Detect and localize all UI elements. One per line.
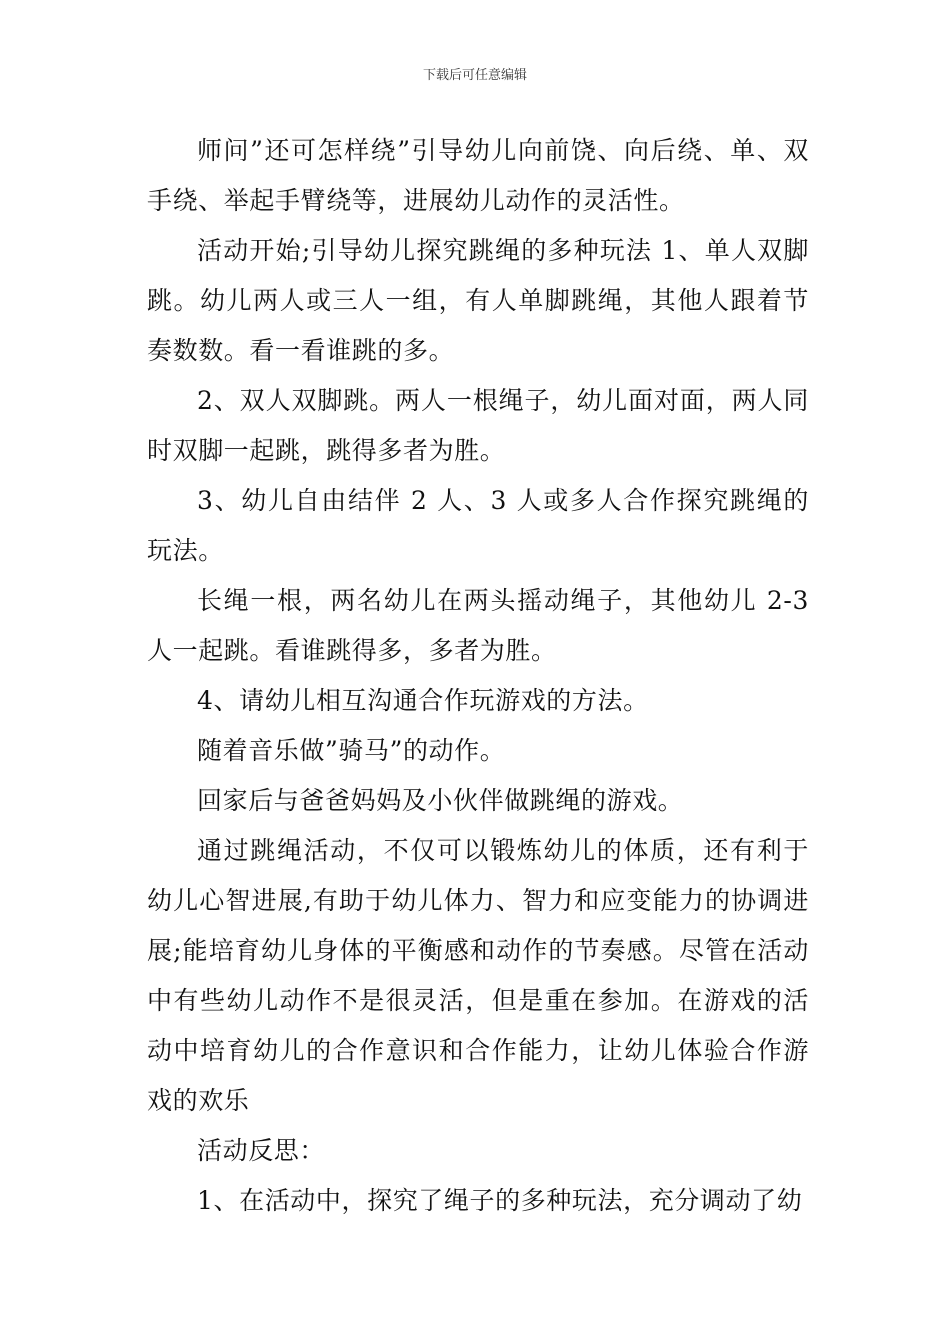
document-body bbox=[147, 126, 809, 1226]
paragraph-7: 随着音乐做”骑马”的动作。 bbox=[197, 736, 506, 765]
paragraph-11: 1、在活动中，探究了绳子的多种玩法，充分调动了幼 bbox=[197, 1186, 803, 1215]
paragraph-6: 4、请幼儿相互沟通合作玩游戏的方法。 bbox=[197, 686, 649, 715]
page-header: 下载后可任意编辑 bbox=[422, 68, 527, 83]
paragraph-1: 师问”还可怎样绕”引导幼儿向前饶、向后绕、单、双手绕、举起手臂绕等，进展幼儿动作的灵活性。 bbox=[147, 136, 809, 215]
paragraph-9: 通过跳绳活动，不仅可以锻炼幼儿的体质，还有利于幼儿心智进展,有助于幼儿体力、智力和应变能力的协调进展;能培育幼儿身体的平衡感和动作的节奏感。尽管在活动中有些幼儿动作不是很灵活，但是重在参加。在游戏的活动中培育幼儿的合作意识和合作能力，让幼儿体验合作游戏的欢乐 bbox=[147, 836, 809, 1115]
paragraph-3: 2、双人双脚跳。两人一根绳子，幼儿面对面，两人同时双脚一起跳，跳得多者为胜。 bbox=[147, 386, 809, 465]
paragraph-2: 活动开始;引导幼儿探究跳绳的多种玩法 1、单人双脚跳。幼儿两人或三人一组，有人单脚跳绳，其他人跟着节奏数数。看一看谁跳的多。 bbox=[147, 236, 809, 365]
paragraph-4: 3、幼儿自由结伴 2 人、3 人或多人合作探究跳绳的玩法。 bbox=[147, 486, 809, 565]
paragraph-10: 活动反思： bbox=[197, 1136, 326, 1165]
paragraph-5: 长绳一根，两名幼儿在两头摇动绳子，其他幼儿 2-3 人一起跳。看谁跳得多，多者为胜。 bbox=[147, 586, 809, 665]
paragraph-8: 回家后与爸爸妈妈及小伙伴做跳绳的游戏。 bbox=[197, 786, 684, 815]
